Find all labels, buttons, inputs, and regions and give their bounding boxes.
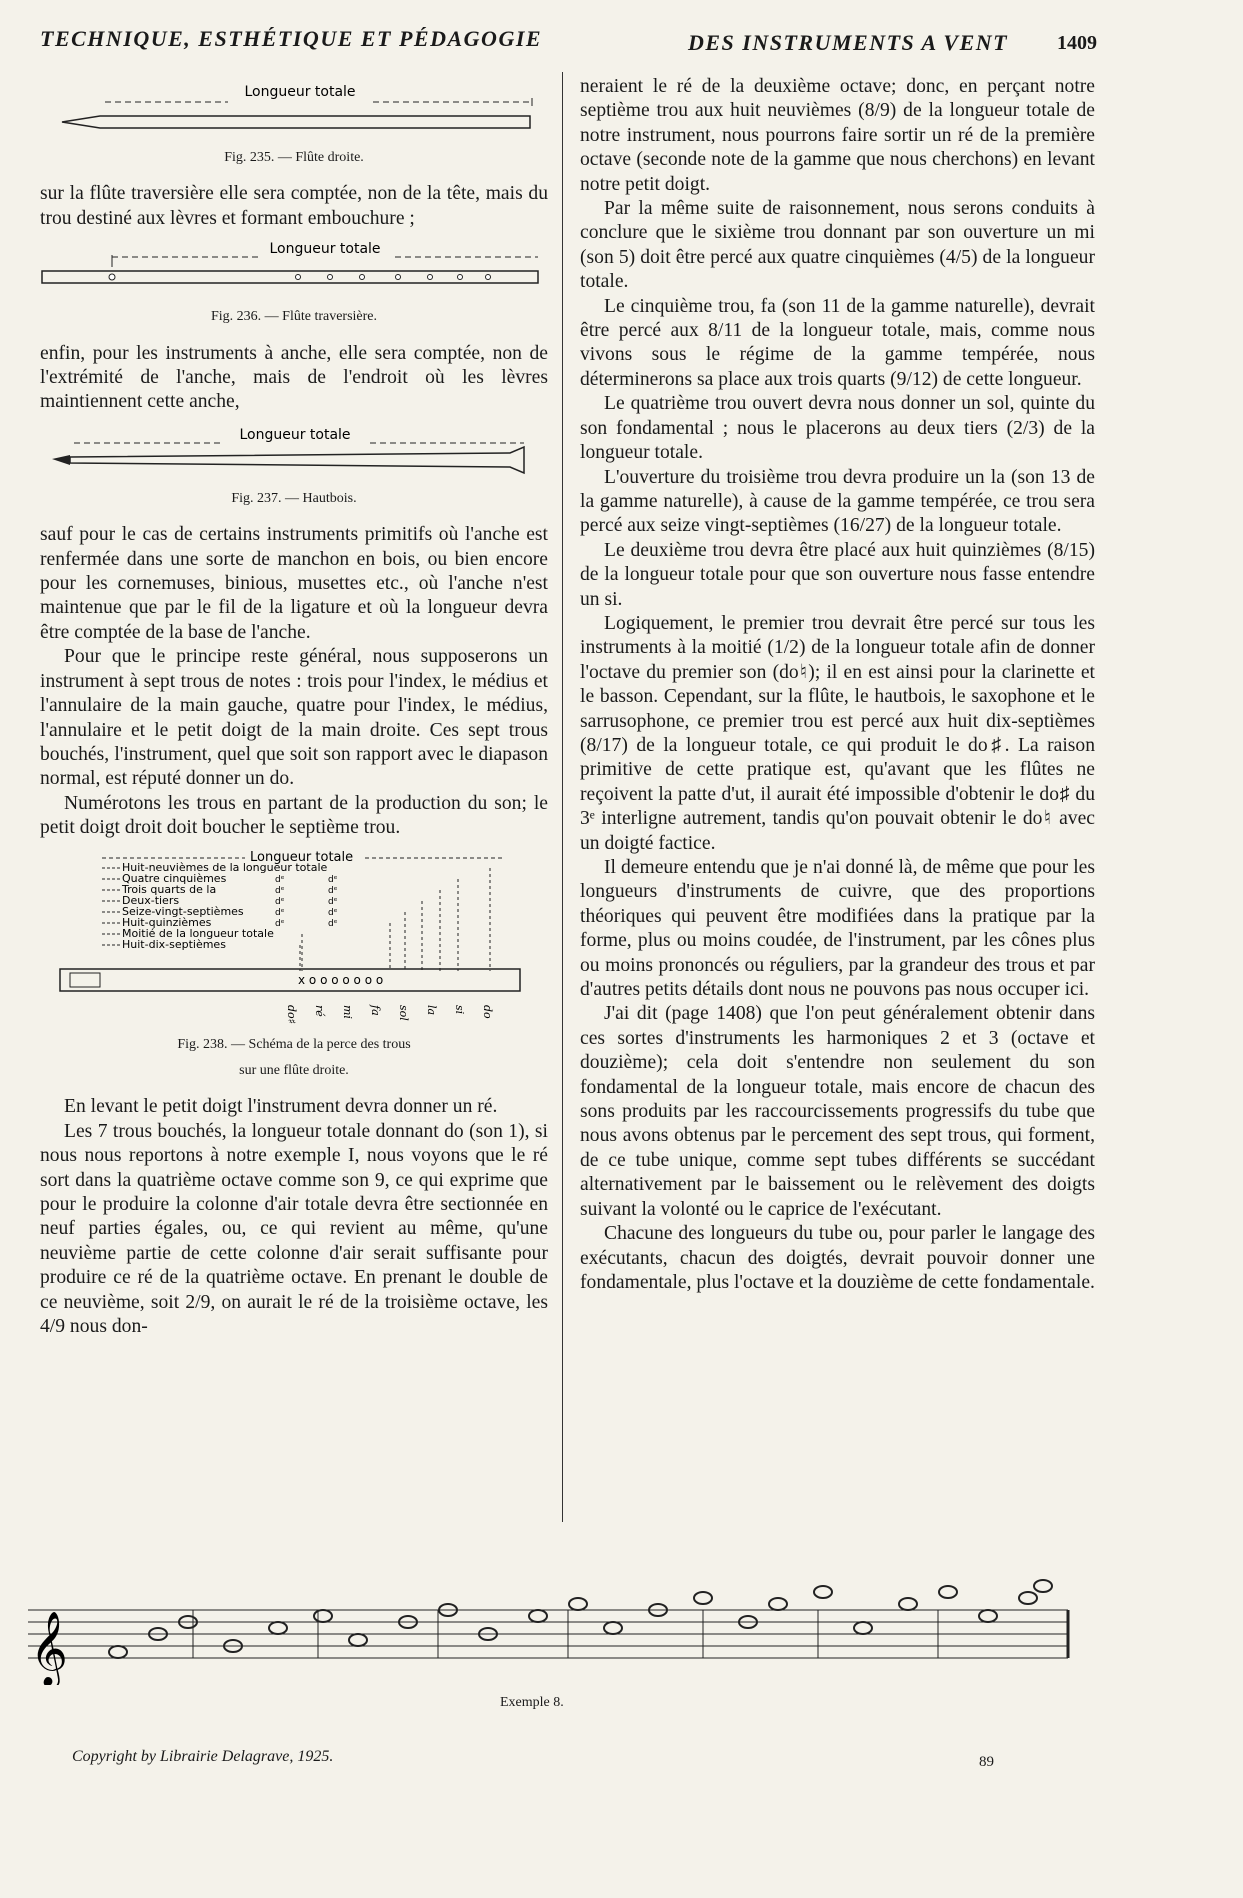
left-paragraph-1: sur la flûte traversière elle sera comptée, non de la tête, mais du trou destiné aux lèvres et formant embouchure ; [40,183,548,229]
whole-note [269,1622,287,1634]
left-paragraph-2: enfin, pour les instruments à anche, elle sera comptée, non de l'extrémité de l'anche, mais de l'endroit où les lèvres maintiennent cette anche, [40,342,548,413]
left-paragraph-5: Numérotons les trous en partant de la production du son; le petit doigt droit doit boucher le septième trou. [40,792,548,839]
left-column [40,80,548,1339]
fig238-mouthpiece [70,973,100,987]
fig236-label: Longueur totale [269,241,381,258]
whole-note [1019,1592,1037,1604]
fig238-note-label: si [453,1004,466,1014]
right-column [580,75,1095,1295]
flute-droite-diagram [40,80,548,140]
fig238-ditto: dᵉ [275,918,285,929]
fig238-note-label: ré [313,1004,326,1017]
copyright-footer: Copyright by Librairie Delagrave, 1925. [72,1748,334,1765]
fig238-ditto: dᵉ [328,918,338,929]
fig235-label: Longueur totale [244,84,356,100]
treble-clef-icon: 𝄞 [30,1612,68,1685]
figure-238 [40,851,548,1027]
fig237-caption: Fig. 237. — Hautbois. [231,490,357,506]
fig238-note-label: sol [397,1004,410,1021]
fig238-caption-2: sur une flûte droite. [239,1062,349,1078]
fig238-note-label: mi [341,1004,354,1019]
footer-page-number: 89 [979,1754,994,1770]
fig238-note-label: la [425,1004,438,1015]
right-paragraph-7: Logiquement, le premier trou devrait être percé sur tous les instruments à la moitié (1/2) de la longueur totale afin de donner l'octave du premier son (do♮); il en est ainsi pour la clarinette et le basson. Cependant, sur la flûte, le hautbois, le saxophone et le sarrusophone, ce premier trou est percé aux huit dix-septièmes (8/17) de la longueur totale, ce qui produit le do♯. La raison primitive de cette pratique est, qu'avant que les flûtes ne reçoivent la patte d'ut, il aurait été impossible d'obtenir le do♯ du 3ᵉ interligne autrement, tandis qu'on pouvait obtenir le do♮ avec un doigté factice. [580,612,1095,854]
fig238-ditto: dᵉ [328,885,338,896]
fig238-note-label: do [481,1004,494,1019]
column-divider [562,72,563,1522]
right-paragraph-4: Le quatrième trou ouvert devra nous donner un sol, quinte du son fondamental ; nous le placerons au deux tiers (2/3) de la longueur totale. [580,393,1095,464]
fig238-ditto: dᵉ [328,896,338,907]
whole-note [314,1610,332,1622]
figure-236 [40,241,548,299]
right-paragraph-1: neraient le ré de la deuxième octave; donc, en perçant notre septième trou aux huit neuvièmes (8/9) de la longueur totale de notre instrument, nous pourrons faire sortir un ré de la première octave (seconde note de la gamme que nous cherchons) en levant notre petit doigt. [580,76,1095,195]
fig238-ditto: dᵉ [328,874,338,885]
fig238-tube [60,969,520,991]
whole-note [979,1610,997,1622]
fig238-row-label: Quatre cinquièmes [122,871,227,885]
fig238-note-label: do♯ [285,1004,298,1024]
musical-example [28,1575,1078,1705]
running-header-left: TECHNIQUE, ESTHÉTIQUE ET PÉDAGOGIE [40,26,543,51]
figure-237 [40,425,548,481]
right-paragraph-8: Il demeure entendu que je n'ai donné là, de même que pour les longueurs d'instruments de cuivre, que des proportions théoriques qui peuvent être modifiées dans la pratique par la forme, plus ou moins coudée, de l'instrument, par les cônes plus ou moins prononcés ou réguliers, par la grandeur des trous et par d'autres petits détails dont nous ne pouvons pas nous occuper ici. [580,857,1095,1001]
fig236-caption: Fig. 236. — Flûte traversière. [210,309,378,325]
left-paragraph-4: Pour que le principe reste général, nous supposerons un instrument à sept trous de notes : trois pour l'index, le médius et l'annulaire de la main gauche, quatre pour l'index, le médius, l'annulaire et le petit doigt de la main droite. Ces sept trous bouchés, l'instrument, quel que soit son rapport avec le diapason normal, est réputé donner un do. [40,646,548,790]
fig238-row-label: Moitié de la longueur totale [122,926,274,940]
running-header-right: DES INSTRUMENTS A VENT [688,30,1009,55]
figure-235 [40,80,548,140]
right-paragraph-3: Le cinquième trou, fa (son 11 de la gamme naturelle), devrait être percé aux 8/11 de la longueur totale, mais, comme nous vivons sous le régime de la gamme tempérée, nous déterminerons sa place aux trois quarts (9/12) de cette longueur. [580,295,1095,390]
whole-note [569,1598,587,1610]
perce-trous-schema [40,851,548,1027]
fig235-caption: Fig. 235. — Flûte droite. [224,150,364,165]
fig238-row-label: Deux-tiers [122,893,180,907]
fig238-ditto: dᵉ [275,874,285,885]
right-paragraph-9: J'ai dit (page 1408) que l'on peut généralement obtenir dans ces sortes d'instruments les harmoniques 2 et 3 (octave et douzième); cela doit s'entendre non seulement du son fondamental de la longueur totale, mais encore de chacun des sons produits par les raccourcissements progressifs du tube que nous avons obtenus par le percement des sept trous, qui forment, de ce tube unique, comme sept tubes différents se succédant alternativement par le baissement ou le relèvement des doigts suivant la volonté ou le caprice de l'exécutant. [580,1003,1095,1220]
fig237-label: Longueur totale [239,426,351,443]
whole-note [854,1622,872,1634]
fig238-row-label: Trois quarts de la [122,882,217,896]
whole-note [899,1598,917,1610]
right-paragraph-2: Par la même suite de raisonnement, nous serons conduits à conclure que le sixième trou donnant par son ouverture un mi (son 5) doit être percé aux quatre cinquièmes (4/5) de la longueur totale. [580,198,1095,293]
right-paragraph-10: Chacune des longueurs du tube ou, pour parler le langage des exécutants, chacun des doigtés, devrait pouvoir donner une fondamentale, plus l'octave et la douzième de cette fondamentale. [580,1223,1095,1293]
whole-note [694,1592,712,1604]
whole-note [769,1598,787,1610]
fig238-caption-1: Fig. 238. — Schéma de la perce des trous [177,1036,411,1052]
fig238-ditto: dᵉ [275,907,285,918]
whole-note [109,1646,127,1658]
fig238-ditto: dᵉ [275,896,285,907]
left-paragraph-7: Les 7 trous bouchés, la longueur totale donnant do (son 1), si nous nous reportons à notre exemple I, nous voyons que le ré sort dans la quatrième octave comme son 9, ce qui exprime que pour le produire la colonne d'air totale devra être sectionnée en neuf parties égales, ou, ce qui revient au même, qu'une neuvième partie de cette colonne d'air serait suffisante pour produire ce ré de la quatrième octave. En prenant le double de ce neuvième, soit 2/9, on aurait le ré de la troisième octave, les 4/9 nous don- [40,1120,548,1337]
fig238-ditto: dᵉ [275,885,285,896]
hautbois-diagram [40,425,548,481]
example-caption: Exemple 8. [500,1695,564,1710]
whole-note [604,1622,622,1634]
flute-traversiere-diagram [40,241,548,299]
fig238-note-label: fa [369,1004,382,1016]
fig238-row-label: Seize-vingt-septièmes [122,904,244,918]
left-paragraph-3: sauf pour le cas de certains instruments primitifs où l'anche est renfermée dans une sorte de manchon en bois, ou bien encore pour les cornemuses, binious, musettes etc., où l'anche n'est maintenue que par le fil de la ligature et où la longueur devra être comptée de la base de l'anche. [40,524,548,643]
left-paragraph-6: En levant le petit doigt l'instrument devra donner un ré. [64,1096,498,1118]
fig238-ditto: dᵉ [328,907,338,918]
music-staff [28,1575,1078,1685]
right-paragraph-6: Le deuxième trou devra être placé aux huit quinzièmes (8/15) de la longueur totale pour que son ouverture nous fasse entendre un si. [580,539,1095,610]
fig238-row-label: Huit-neuvièmes de la longueur totale [122,860,328,874]
whole-note [529,1610,547,1622]
fig238-row-label: Huit-dix-septièmes [122,937,226,951]
whole-note [814,1586,832,1598]
whole-note [939,1586,957,1598]
right-paragraph-5: L'ouverture du troisième trou devra produire un la (son 13 de la gamme naturelle), à cause de la gamme tempérée, ce trou sera percé aux seize vingt-septièmes (16/27) de la longueur totale. [580,466,1095,537]
fig238-title: Longueur totale [250,850,354,865]
whole-note [349,1634,367,1646]
whole-note [1034,1580,1052,1592]
fig238-row-label: Huit-quinzièmes [122,915,212,929]
fig238-holes: x o o o o o o o [298,972,384,987]
header-page-number: 1409 [1057,32,1097,54]
